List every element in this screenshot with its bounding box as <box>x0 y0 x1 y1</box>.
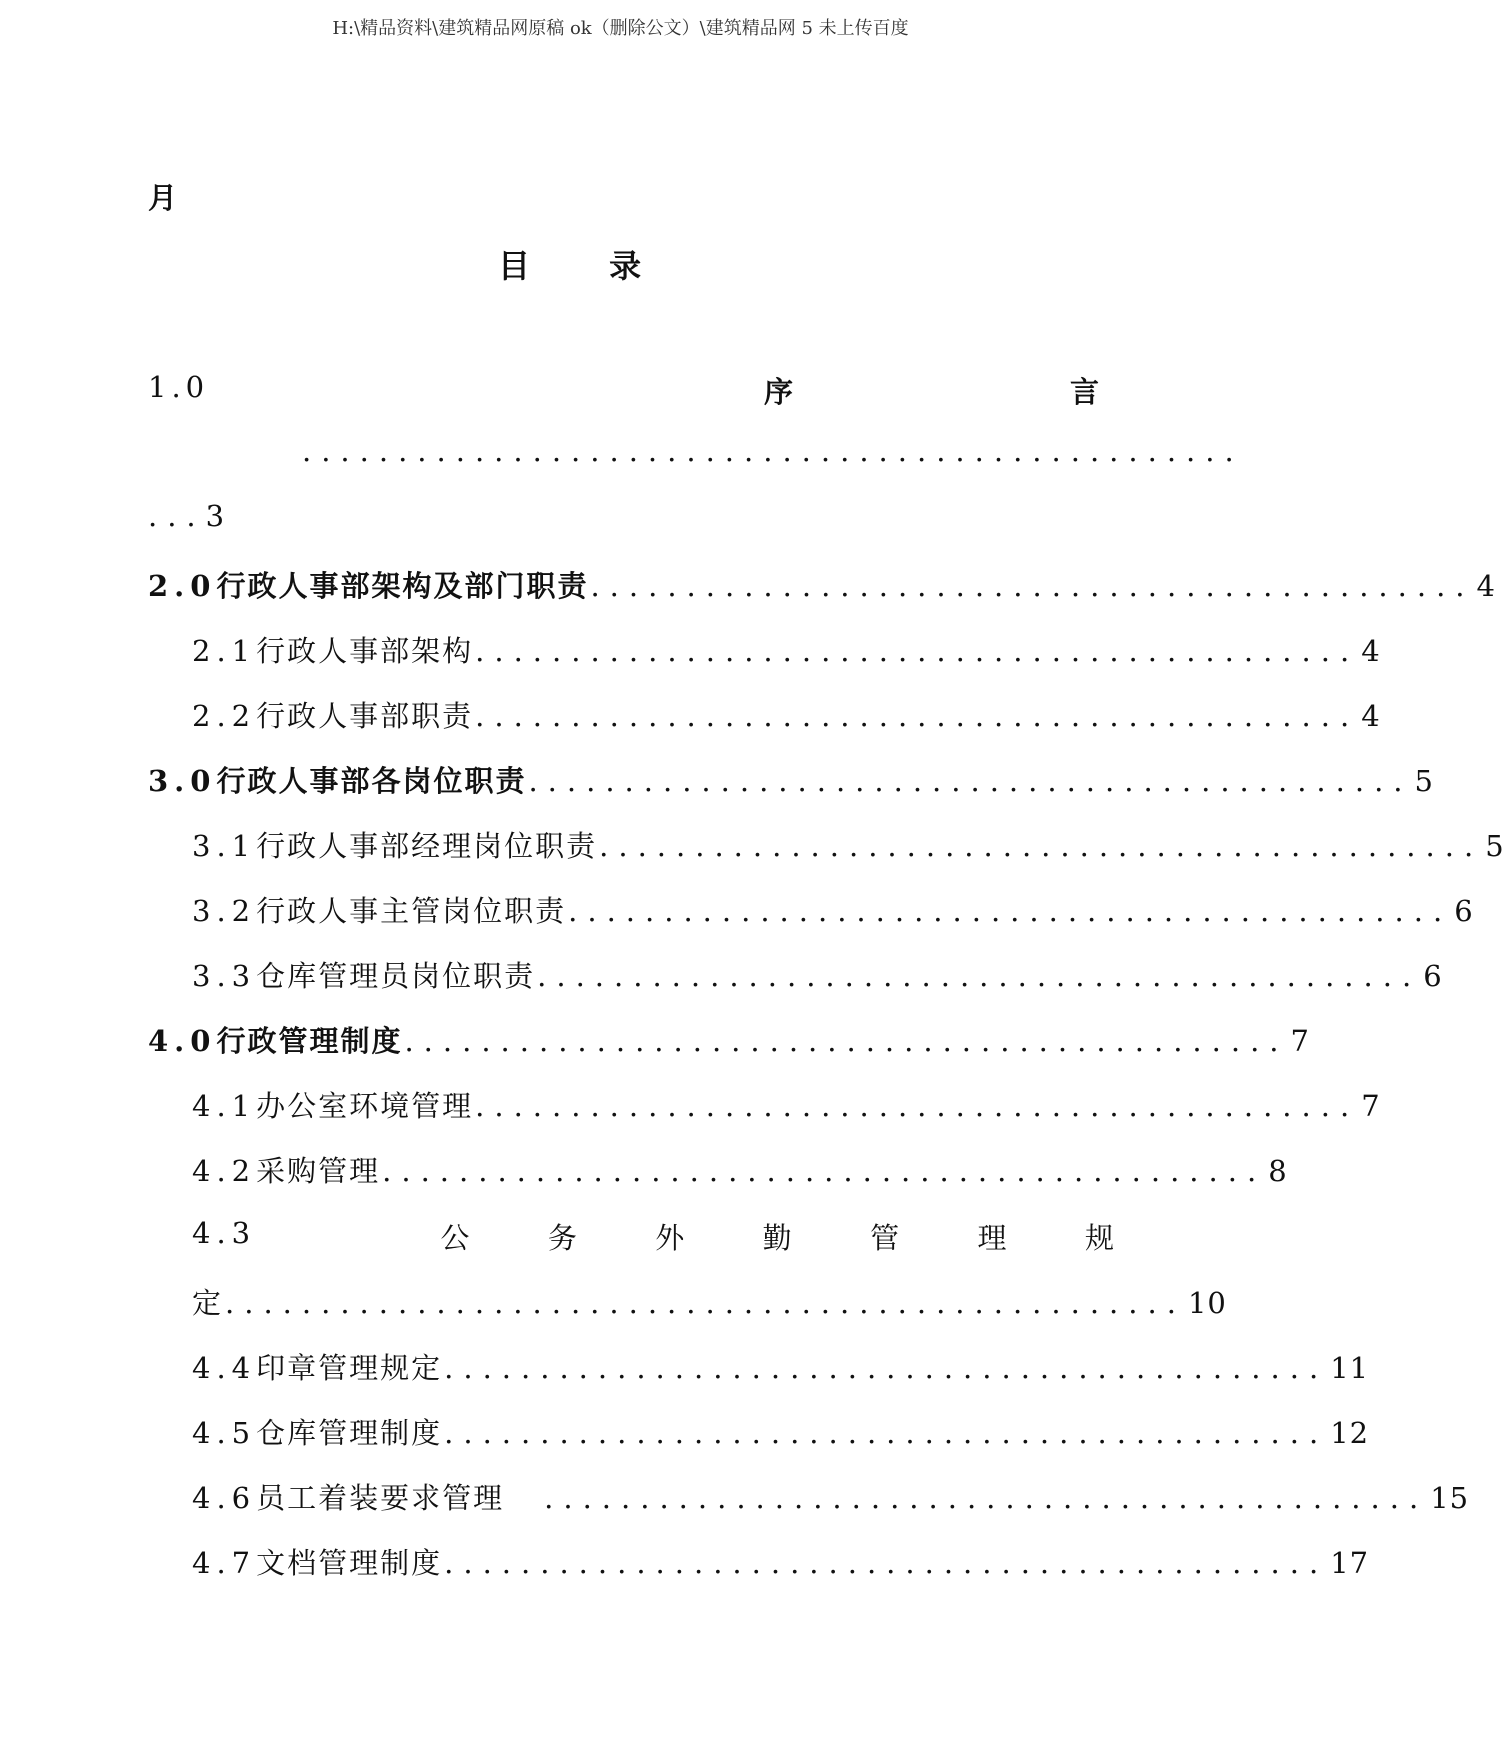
toc-entry-1-leader: ................................................. <box>302 434 1244 468</box>
file-path-header: H:\精品资料\建筑精品网原稿 ok（删除公文）\建筑精品网 5 未上传百度 <box>332 18 909 39</box>
toc-entry-4-0[interactable] <box>148 1019 1310 1059</box>
toc-entry-1-title-char-1[interactable]: 序 <box>764 375 794 409</box>
toc-entry-leader: .............................................. <box>599 829 1484 863</box>
toc-entry-1-title-char-2[interactable]: 言 <box>1070 375 1100 409</box>
toc-entry-leader: .............................................. <box>568 894 1453 928</box>
toc-entry-title: 行政人事主管岗位职责 <box>256 894 567 928</box>
toc-entry-title-char: 外 <box>655 1221 685 1255</box>
toc-entry-leader: .................................................. <box>225 1286 1186 1320</box>
toc-entry-title-cont: 定 <box>192 1286 224 1320</box>
toc-entry-title: 文档管理制度 <box>256 1546 443 1580</box>
toc-entry-4-3-continuation[interactable] <box>192 1281 1227 1321</box>
toc-entry-page: 17 <box>1330 1546 1370 1580</box>
toc-entry-title: 行政人事部架构 <box>256 634 474 668</box>
toc-entry-number: 4.4 <box>192 1351 257 1385</box>
toc-entry-number: 4.2 <box>192 1154 257 1188</box>
toc-entry-3-1[interactable] <box>192 824 1505 864</box>
toc-entry-4-3[interactable] <box>192 1216 1114 1257</box>
toc-entry-number: 4.5 <box>192 1416 257 1450</box>
toc-entry-number: 3.3 <box>192 959 257 993</box>
toc-entry-title-char: 规 <box>1084 1221 1114 1255</box>
toc-entry-4-1[interactable] <box>192 1084 1381 1124</box>
toc-title: 目 录 <box>498 247 676 285</box>
toc-entry-leader: .............................................. <box>475 699 1360 733</box>
toc-entry-page: 5 <box>1414 764 1434 798</box>
toc-entry-title: 印章管理规定 <box>256 1351 443 1385</box>
toc-entry-leader: .............................................. <box>444 1546 1329 1580</box>
toc-entry-title: 仓库管理员岗位职责 <box>256 959 536 993</box>
toc-entry-2-1[interactable] <box>192 629 1381 669</box>
toc-entry-title: 仓库管理制度 <box>256 1416 443 1450</box>
toc-entry-page: 10 <box>1187 1286 1227 1320</box>
toc-entry-leader: .............................................. <box>444 1351 1329 1385</box>
toc-entry-page: 11 <box>1330 1351 1370 1385</box>
toc-entry-page: 8 <box>1268 1154 1288 1188</box>
toc-entry-2-0[interactable] <box>148 564 1496 604</box>
toc-entry-1-page-line[interactable] <box>148 499 224 533</box>
toc-entry-leader: .............................................. <box>590 569 1475 603</box>
toc-entry-page: 6 <box>1454 894 1474 928</box>
toc-entry-number: 2.2 <box>192 699 257 733</box>
toc-entry-page: 4 <box>1476 569 1496 603</box>
toc-entry-2-2[interactable] <box>192 694 1381 734</box>
toc-entry-leader: .............................................. <box>404 1024 1289 1058</box>
toc-entry-page: 7 <box>1290 1024 1310 1058</box>
toc-entry-leader: .............................................. <box>475 634 1360 668</box>
toc-entry-1-number[interactable]: 1.0 <box>148 370 210 404</box>
toc-entry-title: 行政人事部职责 <box>256 699 474 733</box>
toc-entry-title: 员工着装要求管理 <box>256 1481 505 1515</box>
toc-entry-leader: .............................................. <box>475 1089 1360 1123</box>
toc-entry-title: 行政人事部架构及部门职责 <box>216 569 589 603</box>
toc-entry-4-7[interactable] <box>192 1541 1370 1581</box>
toc-entry-number: 4.1 <box>192 1089 257 1123</box>
toc-entry-number: 2.1 <box>192 634 257 668</box>
toc-entry-4-4[interactable] <box>192 1346 1370 1386</box>
toc-entry-3-3[interactable] <box>192 954 1443 994</box>
toc-entry-page: 15 <box>1430 1481 1470 1515</box>
month-label: 月 <box>148 181 178 215</box>
toc-entry-number: 2.0 <box>148 569 217 603</box>
toc-entry-3-2[interactable] <box>192 889 1474 929</box>
toc-entry-4-6[interactable] <box>192 1476 1470 1516</box>
toc-entry-page: 4 <box>1361 634 1381 668</box>
toc-entry-title-char: 管 <box>870 1221 900 1255</box>
toc-entry-title: 行政管理制度 <box>216 1024 403 1058</box>
toc-entry-leader: .............................................. <box>544 1481 1429 1515</box>
toc-entry-number: 4.0 <box>148 1024 217 1058</box>
toc-entry-number: 3.0 <box>148 764 217 798</box>
toc-entry-title-char: 务 <box>547 1221 577 1255</box>
toc-entry-leader: .............................................. <box>528 764 1413 798</box>
toc-entry-page: 4 <box>1361 699 1381 733</box>
toc-entry-page: 12 <box>1330 1416 1370 1450</box>
toc-entry-1-cont-leader: ... <box>148 499 206 533</box>
toc-entry-page: 7 <box>1361 1089 1381 1123</box>
toc-entry-leader: .............................................. <box>382 1154 1267 1188</box>
toc-entry-title: 行政人事部各岗位职责 <box>216 764 527 798</box>
toc-entry-title-char: 公 <box>440 1221 470 1255</box>
toc-entry-title-char: 勤 <box>762 1221 792 1255</box>
toc-entry-leader: .............................................. <box>444 1416 1329 1450</box>
toc-entry-number: 3.2 <box>192 894 257 928</box>
toc-entry-title-char: 理 <box>977 1221 1007 1255</box>
toc-entry-number: 4.7 <box>192 1546 257 1580</box>
toc-entry-page: 6 <box>1423 959 1443 993</box>
toc-entry-title: 采购管理 <box>256 1154 381 1188</box>
toc-entry-4-5[interactable] <box>192 1411 1370 1451</box>
toc-entry-title: 行政人事部经理岗位职责 <box>256 829 598 863</box>
toc-entry-4-2[interactable] <box>192 1149 1288 1189</box>
toc-entry-3-0[interactable] <box>148 759 1434 799</box>
toc-entry-number: 3.1 <box>192 829 257 863</box>
toc-entry-1-page: 3 <box>205 499 225 533</box>
toc-entry-leader: .............................................. <box>537 959 1422 993</box>
toc-entry-number: 4.3 <box>192 1216 257 1250</box>
toc-entry-title: 办公室环境管理 <box>256 1089 474 1123</box>
toc-entry-number: 4.6 <box>192 1481 257 1515</box>
toc-entry-page: 5 <box>1485 829 1505 863</box>
